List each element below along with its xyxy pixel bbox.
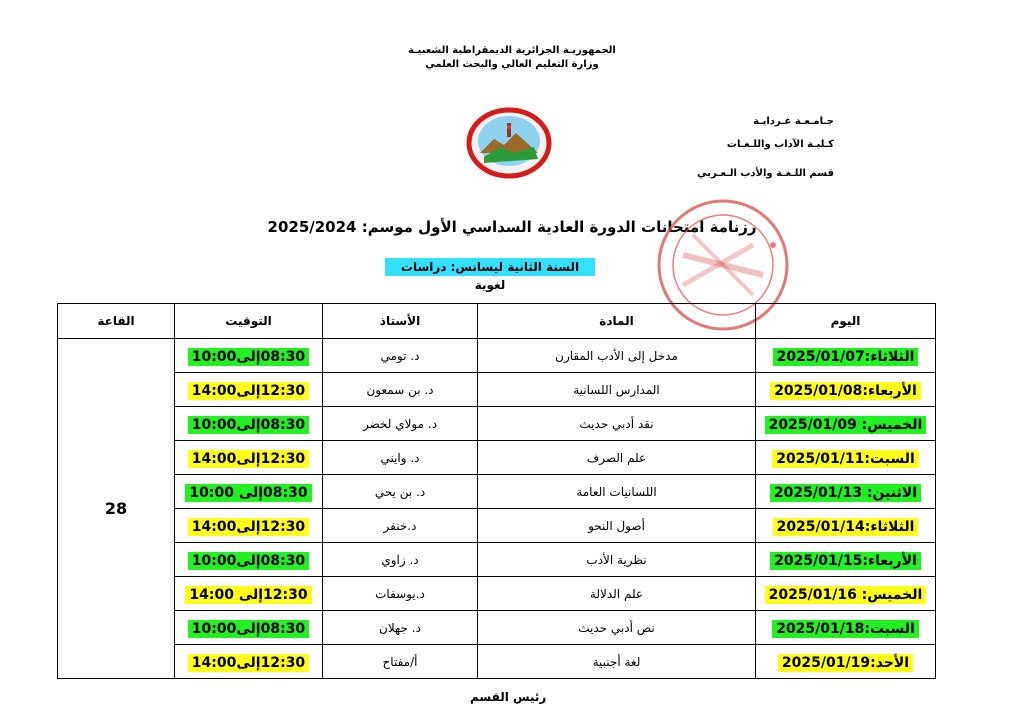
table-row bbox=[58, 475, 936, 509]
day-cell bbox=[756, 611, 936, 645]
subject-cell: نقد أدبي حديث bbox=[478, 407, 756, 441]
column-room: القاعة bbox=[58, 304, 175, 339]
column-subject: المادة bbox=[478, 304, 756, 339]
table-row bbox=[58, 577, 936, 611]
day-date: الأربعاء:2025/01/08 bbox=[770, 382, 921, 400]
day-date: الأحد:2025/01/19 bbox=[778, 654, 913, 672]
university-name: جـامـعـة غـردايـة bbox=[753, 116, 834, 127]
column-time: التوقيت bbox=[175, 304, 323, 339]
table-row bbox=[58, 645, 936, 679]
time-range: 12:30إلى14:00 bbox=[188, 450, 309, 468]
subject-cell: نظرية الأدب bbox=[478, 543, 756, 577]
day-cell bbox=[756, 339, 936, 373]
subject-cell: علم الصرف bbox=[478, 441, 756, 475]
table-row bbox=[58, 509, 936, 543]
subject-cell: أصول النحو bbox=[478, 509, 756, 543]
exam-schedule-table bbox=[57, 303, 936, 679]
time-cell bbox=[175, 407, 323, 441]
department-head-label: رئيس القسم bbox=[470, 690, 547, 704]
subject-cell: المدارس اللسانية bbox=[478, 373, 756, 407]
time-range: 12:30إلى14:00 bbox=[188, 382, 309, 400]
day-date: السبت:2025/01/11 bbox=[772, 450, 919, 468]
time-range: 08:30إلى10:00 bbox=[188, 348, 309, 366]
day-cell bbox=[756, 645, 936, 679]
table-row bbox=[58, 407, 936, 441]
professor-cell: د. مولاي لخضر bbox=[323, 407, 478, 441]
day-cell bbox=[756, 407, 936, 441]
day-date: الثلاثاء:2025/01/07 bbox=[773, 348, 919, 366]
time-range: 12:30إلى 14:00 bbox=[185, 586, 311, 604]
time-cell bbox=[175, 475, 323, 509]
subject-cell: نص أدبي حديث bbox=[478, 611, 756, 645]
ministry-line: وزارة التعليم العالي والبحث العلمي bbox=[425, 59, 599, 70]
subject-cell: لغة أجنبية bbox=[478, 645, 756, 679]
day-date: السبت:2025/01/18 bbox=[772, 620, 919, 638]
table-header-row bbox=[58, 304, 936, 339]
day-cell bbox=[756, 441, 936, 475]
table-row bbox=[58, 611, 936, 645]
time-range: 08:30إلى 10:00 bbox=[185, 484, 311, 502]
time-range: 08:30إلى10:00 bbox=[188, 620, 309, 638]
professor-cell: د. تومي bbox=[323, 339, 478, 373]
professor-cell: د.يوسفات bbox=[323, 577, 478, 611]
time-range: 08:30إلى10:00 bbox=[188, 416, 309, 434]
professor-cell: د.خنفر bbox=[323, 509, 478, 543]
time-range: 08:30إلى10:00 bbox=[188, 552, 309, 570]
professor-cell: د. جهلان bbox=[323, 611, 478, 645]
subject-cell: مدخل إلى الأدب المقارن bbox=[478, 339, 756, 373]
table-row bbox=[58, 373, 936, 407]
university-logo bbox=[464, 107, 554, 179]
time-cell bbox=[175, 373, 323, 407]
time-cell bbox=[175, 543, 323, 577]
table-row bbox=[58, 339, 936, 373]
day-date: الاثنين: 2025/01/13 bbox=[770, 484, 921, 502]
room-cell: 28 bbox=[58, 339, 175, 679]
subject-cell: اللسانيات العامة bbox=[478, 475, 756, 509]
time-range: 12:30إلى14:00 bbox=[188, 518, 309, 536]
table-row bbox=[58, 441, 936, 475]
document-title: رزنامة امتحانات الدورة العادية السداسي الأول موسم: 2025/2024 bbox=[267, 218, 757, 236]
day-cell bbox=[756, 475, 936, 509]
day-cell bbox=[756, 509, 936, 543]
time-cell bbox=[175, 509, 323, 543]
time-range: 12:30إلى14:00 bbox=[188, 654, 309, 672]
time-cell bbox=[175, 339, 323, 373]
time-cell bbox=[175, 611, 323, 645]
faculty-name: كـليـة الآداب واللـغـات bbox=[726, 139, 834, 150]
professor-cell: د. وايني bbox=[323, 441, 478, 475]
column-day: اليوم bbox=[756, 304, 936, 339]
republic-line: الجمهوريـة الجزائرية الديمقراطية الشعبيـة bbox=[408, 45, 616, 56]
professor-cell: د. بن يحي bbox=[323, 475, 478, 509]
professor-cell: أ/مفتاح bbox=[323, 645, 478, 679]
department-name: قسم اللـغـة والأدب الـعـربي bbox=[697, 168, 834, 179]
professor-cell: د. زاوي bbox=[323, 543, 478, 577]
time-cell bbox=[175, 441, 323, 475]
professor-cell: د. بن سمعون bbox=[323, 373, 478, 407]
day-date: الخميس: 2025/01/09 bbox=[765, 416, 927, 434]
column-professor: الأستاذ bbox=[323, 304, 478, 339]
table-row bbox=[58, 543, 936, 577]
subject-cell: علم الدلالة bbox=[478, 577, 756, 611]
day-date: الخميس: 2025/01/16 bbox=[765, 586, 927, 604]
day-cell bbox=[756, 577, 936, 611]
time-cell bbox=[175, 577, 323, 611]
program-subtitle: السنة الثانية ليسانس: دراسات لغوية bbox=[385, 258, 595, 276]
day-date: الأربعاء:2025/01/15 bbox=[770, 552, 921, 570]
day-cell bbox=[756, 373, 936, 407]
time-cell bbox=[175, 645, 323, 679]
day-cell bbox=[756, 543, 936, 577]
day-date: الثلاثاء:2025/01/14 bbox=[773, 518, 919, 536]
